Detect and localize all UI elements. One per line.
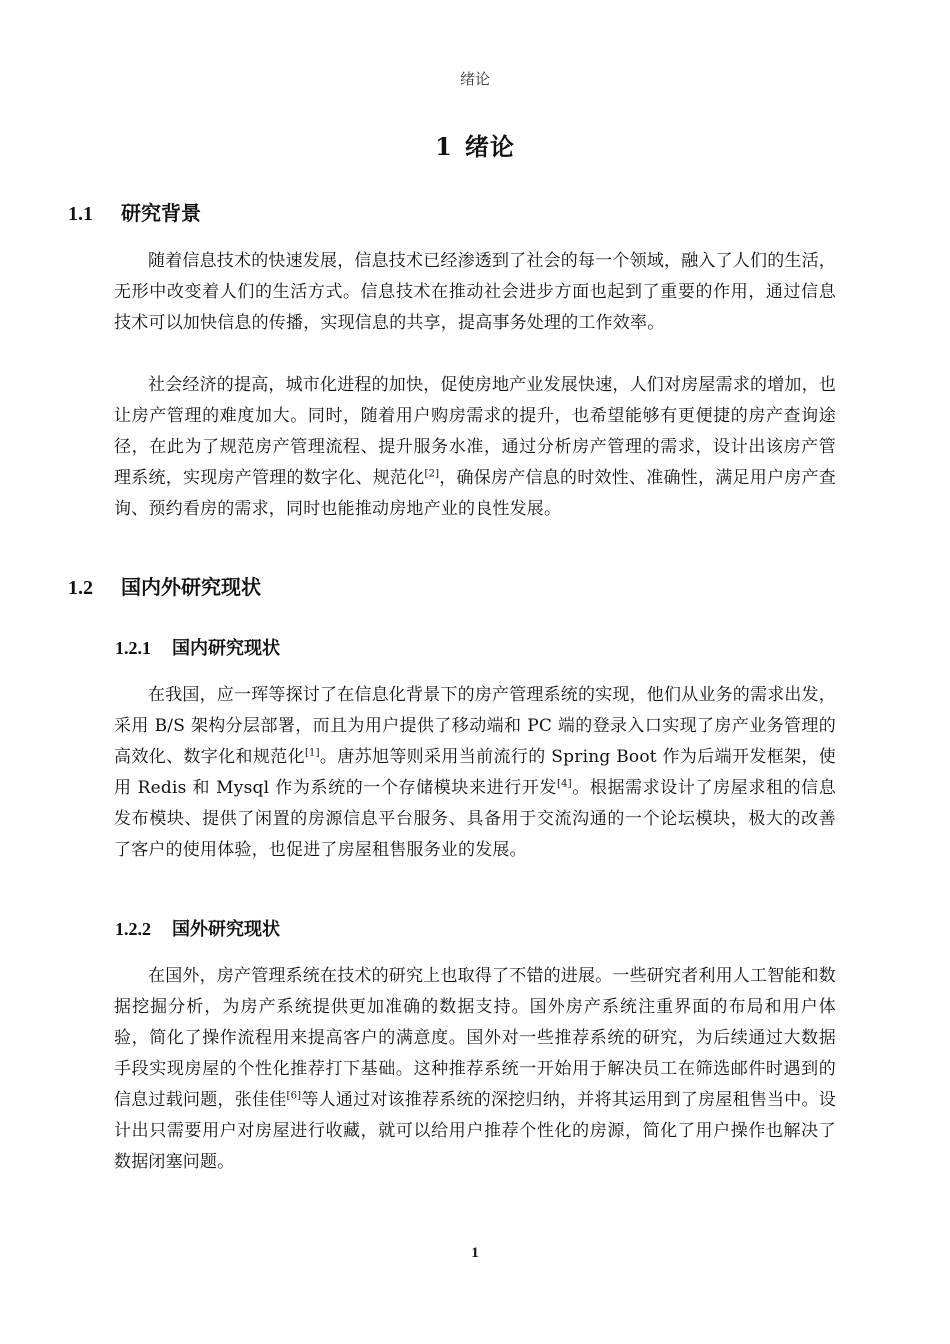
paragraph-text: 在国外，房产管理系统在技术的研究上也取得了不错的进展。一些研究者利用人工智能和数据挖掘分析，为房产系统提供更加准确的数据支持。国外房产系统注重界面的布局和用户体验，简化了操作流程用来提高客户的满意度。国外对一些推荐系统的研究，为后续通过大数据手段实现房屋的个性化推荐打下基础。这种推荐系统一开始用于解决员工在筛选邮件时遇到的信息过载问题，张佳佳 [114, 966, 836, 1110]
citation-marker: [1] [304, 747, 320, 759]
citation-marker: [4] [557, 778, 572, 790]
chapter-title-text: 绪论 [464, 132, 515, 161]
paragraph-text: 社会经济的提高，城市化进程的加快，促使房地产业发展快速，人们对房屋需求的增加，也让房产管理的难度加大。同时，随着用户购房需求的提升，也希望能够有更便捷的房产查询途径，在此为了规范房产管理流程、提升服务水准，通过分析房产管理的需求，设计出该房产管理系统，实现房产管理的数字化、规范化 [114, 375, 836, 488]
page-number: 1 [471, 1245, 479, 1261]
section-title: 国内外研究现状 [121, 575, 261, 599]
chapter-title [0, 130, 950, 164]
paragraph-foreign-research [114, 961, 836, 1178]
running-header: 绪论 [459, 70, 490, 88]
paragraph-text: ，确保房产信息的时效性、准确性，满足用户房产查询、预约看房的需求，同时也能推动房地产业的良性发展。 [114, 468, 836, 519]
subsection-heading-1-2-1 [115, 634, 280, 663]
section-heading-1-1 [68, 198, 201, 229]
citation-marker: [2] [424, 468, 440, 480]
paragraph-text: 在我国，应一珲等探讨了在信息化背景下的房产管理系统的实现，他们从业务的需求出发，采用 B/S 架构分层部署，而且为用户提供了移动端和 PC 端的登录入口实现了房产业务管理的高效化、数字化和规范化 [114, 685, 836, 767]
subsection-title: 国内研究现状 [172, 638, 280, 659]
subsection-heading-1-2-2 [115, 915, 280, 944]
subsection-number: 1.2.2 [115, 919, 151, 939]
subsection-number: 1.2.1 [115, 638, 151, 658]
paragraph-background-1: 随着信息技术的快速发展，信息技术已经渗透到了社会的每一个领域，融入了人们的生活，无形中改变着人们的生活方式。信息技术在推动社会进步方面也起到了重要的作用，通过信息技术可以加快信息的传播，实现信息的共享，提高事务处理的工作效率。 [114, 251, 836, 333]
citation-marker: [6] [286, 1090, 302, 1102]
section-number: 1.2 [68, 577, 93, 599]
chapter-number: 1 [435, 132, 453, 161]
paragraph-text: 。唐苏旭等则采用当前流行的 Spring Boot 作为后端开发框架，使用 Redis 和 Mysql 作为系统的一个存储模块来进行开发 [114, 747, 836, 798]
paragraph-text: 。根据需求设计了房屋求租的信息发布模块、提供了闲置的房源信息平台服务、具备用于交流沟通的一个论坛模块，极大的改善了客户的使用体验，也促进了房屋租售服务业的发展。 [114, 778, 836, 860]
paragraph-text: 等人通过对该推荐系统的深挖归纳，并将其运用到了房屋租售当中。设计出只需要用户对房屋进行收藏，就可以给用户推荐个性化的房源，简化了用户操作也解决了数据闭塞问题。 [114, 1090, 837, 1172]
section-title: 研究背景 [121, 201, 201, 225]
paragraph-domestic-research [114, 680, 836, 866]
subsection-title: 国外研究现状 [172, 919, 280, 940]
section-heading-1-2 [68, 572, 261, 603]
paragraph-background-2 [114, 370, 836, 525]
section-number: 1.1 [68, 203, 93, 225]
